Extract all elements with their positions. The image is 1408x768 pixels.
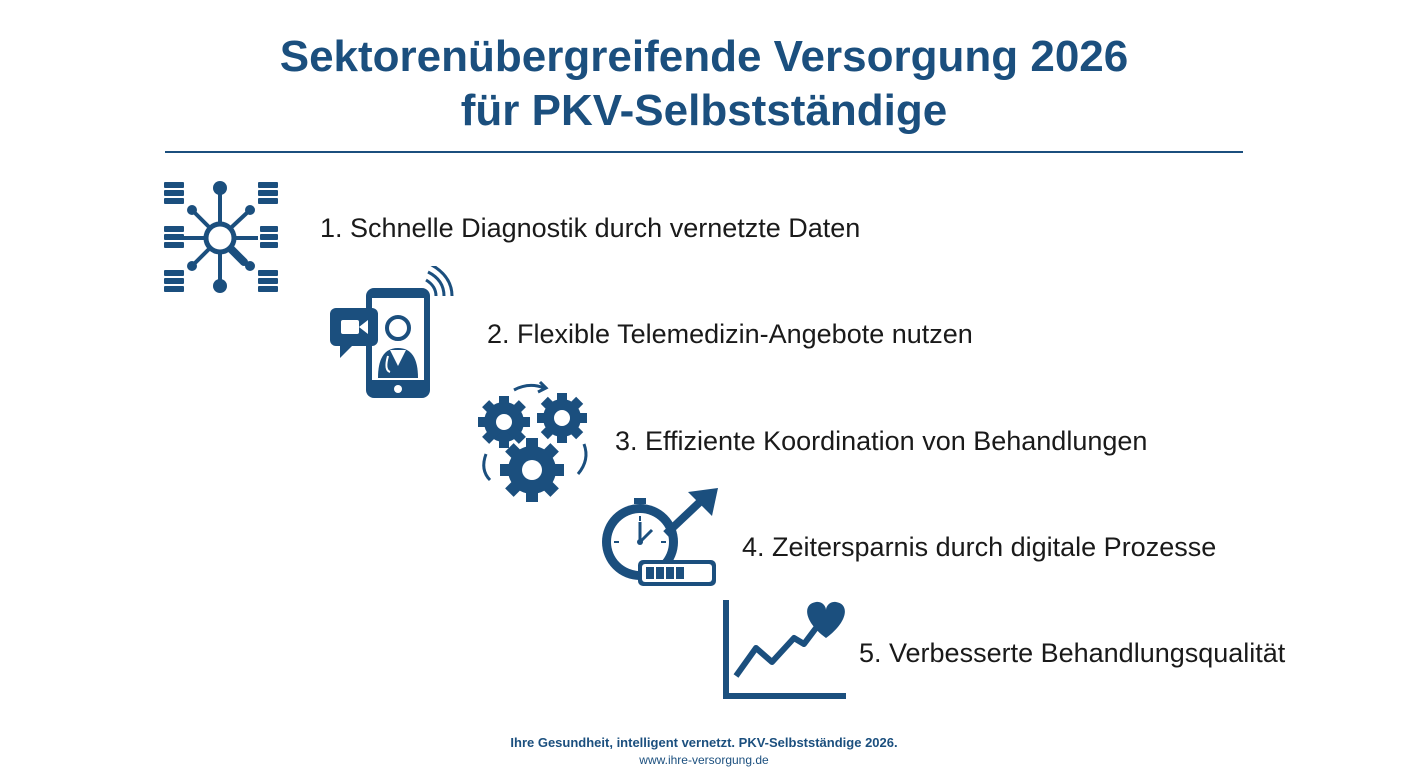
title-divider — [165, 151, 1243, 153]
footer-url[interactable]: www.ihre-versorgung.de — [639, 753, 769, 767]
page-title — [0, 30, 1408, 138]
network-search-icon — [162, 178, 282, 298]
step-4-label: 4. Zeitersparnis durch digitale Prozesse — [742, 532, 1217, 562]
step-1-label: 1. Schnelle Diagnostik durch vernetzte Daten — [320, 213, 861, 243]
title-line-1: Sektorenübergreifende Versorgung 2026 — [279, 32, 1129, 81]
footer-tagline: Ihre Gesundheit, intelligent vernetzt. PKV-Selbstständige 2026. — [510, 735, 898, 750]
title-line-2: für PKV-Selbstständige — [460, 86, 948, 135]
step-2-label: 2. Flexible Telemedizin-Angebote nutzen — [487, 319, 973, 349]
step-3-label: 3. Effiziente Koordination von Behandlungen — [615, 426, 1148, 456]
stopwatch-arrow-icon — [598, 486, 720, 590]
gears-cycle-icon — [474, 380, 594, 504]
telemedicine-phone-icon — [328, 266, 458, 400]
chart-heart-icon — [720, 598, 850, 702]
step-5-label: 5. Verbesserte Behandlungsqualität — [859, 638, 1286, 668]
